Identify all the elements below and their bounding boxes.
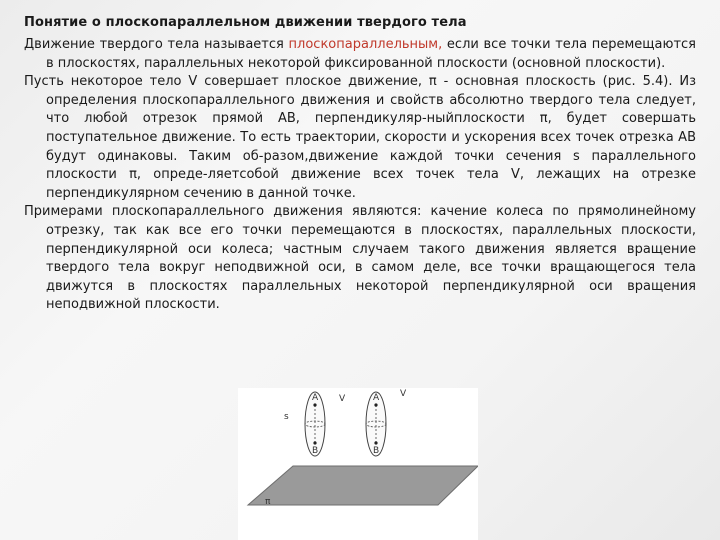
point-b-1 [313, 441, 316, 444]
label-b-2: B [373, 446, 380, 456]
label-b-1: B [312, 446, 319, 456]
label-a-2: A [373, 393, 380, 403]
paragraph-definition [24, 36, 696, 73]
paragraph-examples: Примерами плоскопараллельного движения являются: качение колеса по прямолинейному отрезку, так как все его точки перемещаются в плоскостях, параллельных плоскости, перпендикулярной оси колеса; частным случаем такого движения является вращение твердого тела вокруг неподвижной оси, в самом деле, все точки вращающегося тела движутся в плоскостях параллельных некоторой перпендикулярной оси вращения неподвижной плоскости. [24, 204, 696, 313]
paragraph-explanation: Пусть некоторое тело V совершает плоское движение, π - основная плоскость (рис. 5.4). Из определения плоскопараллельного движения и свойств абсолютно твердого тела следует, что любой отрезок прямой АВ, перпендикуляр-ныйплоскости π, будет совершать поступательное движение. То есть траектории, скорости и ускорения всех точек отрезка АВ будут одинаковы. Таким об-разом,движение каждой точки сечения s параллельного плоскости π, опреде-ляетсобой движение всех точек тела V, лежащих на отрезке перпендикулярном сечению в данной точке. [24, 74, 696, 201]
definition-text-end: если все точки тела перемещаются в плоскостях, параллельных некоторой фиксированной плоскости (основной плоскости). [46, 37, 696, 71]
definition-text-start: Движение твердого тела называется [24, 37, 289, 52]
label-pi: π [265, 497, 271, 507]
label-s: s [284, 412, 289, 422]
plane-pi [248, 466, 478, 505]
label-a-1: A [312, 393, 319, 403]
point-b-2 [374, 441, 377, 444]
point-a-2 [374, 403, 377, 406]
slide-content [24, 14, 696, 315]
label-v-1: V [339, 394, 346, 404]
highlighted-term: плоскопараллельным, [288, 37, 443, 52]
slide-title: Понятие о плоскопараллельном движении твердого тела [24, 15, 467, 30]
figure-diagram [238, 388, 478, 540]
point-a-1 [313, 403, 316, 406]
figure-plane-motion [238, 388, 478, 540]
label-v-2: V [400, 389, 407, 399]
